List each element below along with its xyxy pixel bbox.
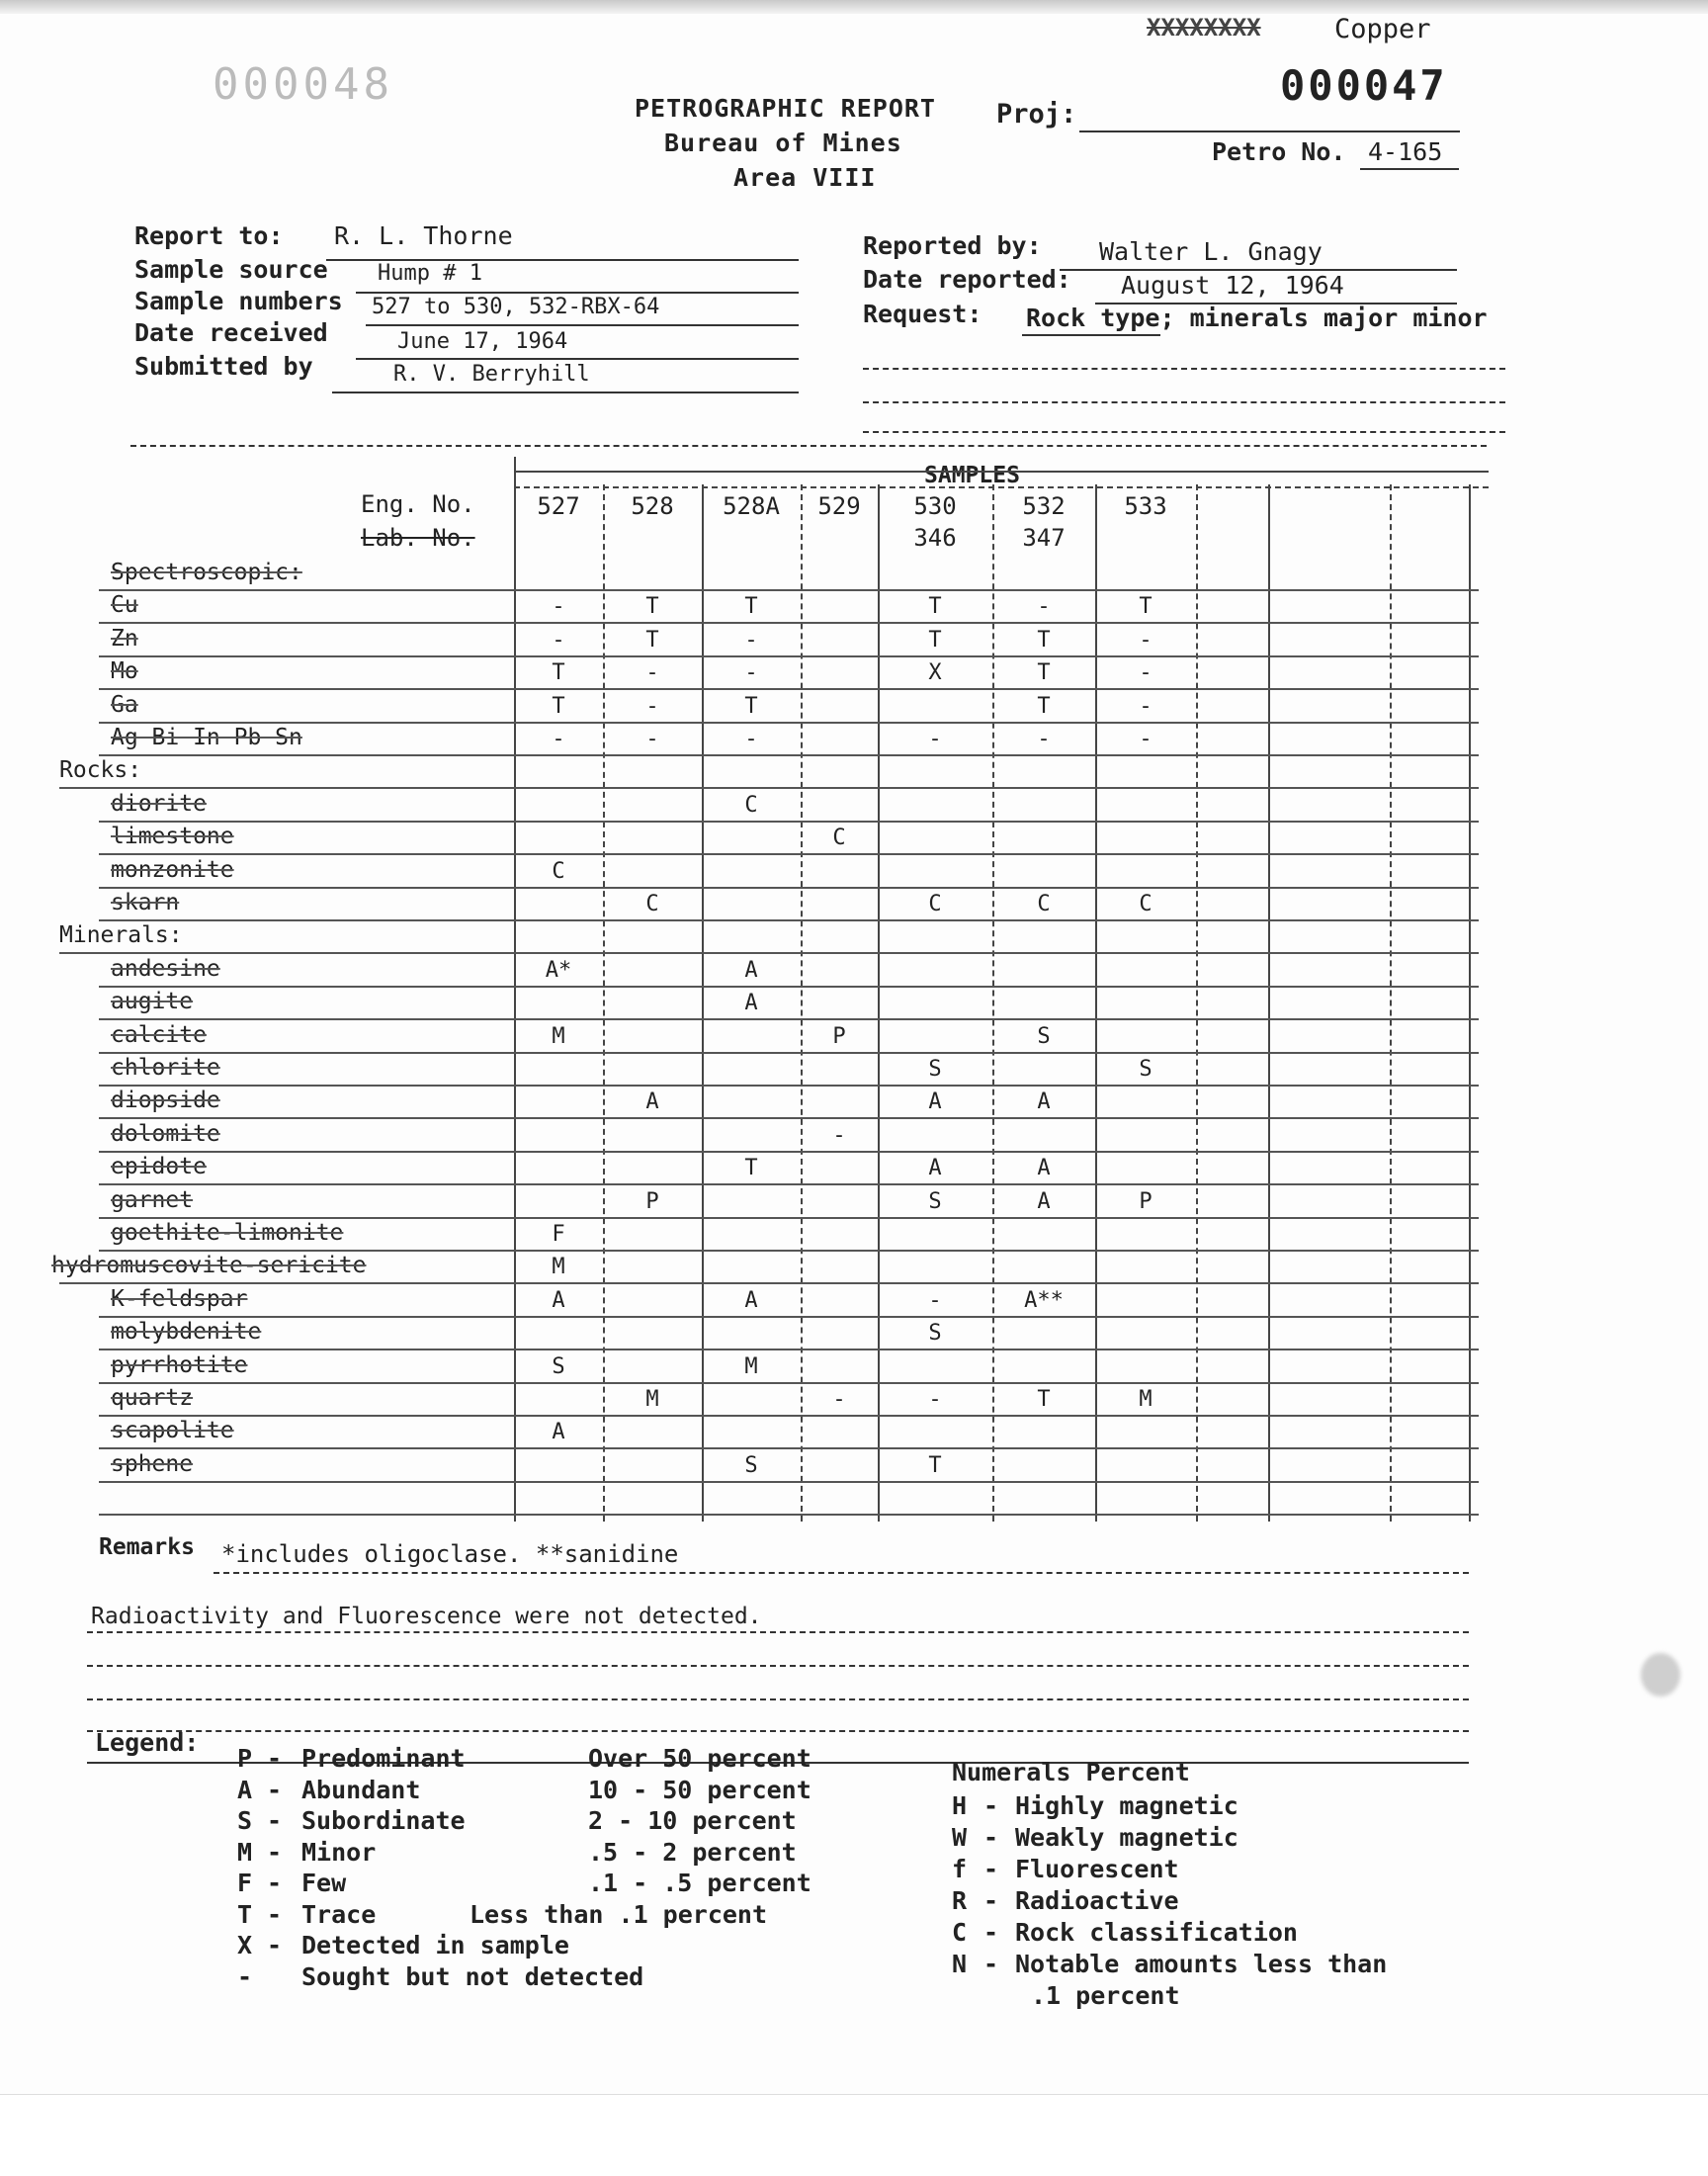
petro-value: 4-165 <box>1368 137 1443 166</box>
legend-desc: Trace <box>301 1899 377 1929</box>
table-cell: - <box>832 1387 846 1412</box>
legend-code: N <box>952 1950 968 1978</box>
table-row-label: Spectroscopic: <box>111 560 302 585</box>
table-column-line <box>1390 484 1392 1522</box>
table-cell: - <box>928 1387 942 1412</box>
legend-desc: Subordinate <box>301 1806 466 1835</box>
table-row-label: quartz <box>111 1385 194 1411</box>
legend-code: f <box>952 1855 968 1883</box>
legend-dash: - <box>267 1775 283 1804</box>
table-cell: T <box>928 594 942 620</box>
table-row-label: Ga <box>111 691 138 718</box>
table-cell: - <box>645 660 659 686</box>
legend-desc: Radioactive <box>1015 1886 1179 1915</box>
table-cell: S <box>744 1452 758 1478</box>
table-cell: - <box>1037 594 1051 620</box>
table-cell: S <box>1037 1023 1051 1049</box>
table-row-label: garnet <box>111 1186 194 1213</box>
legend-dash: - <box>983 1823 999 1852</box>
table-row-line <box>99 853 1479 855</box>
table-cell: M <box>1139 1387 1153 1412</box>
legend-desc: Abundant <box>301 1775 421 1804</box>
samples-header: SAMPLES <box>924 463 1020 488</box>
info-label: Request: <box>863 300 982 328</box>
lab-number: 347 <box>1022 524 1066 552</box>
table-row-line <box>59 952 1479 954</box>
table-cell: C <box>645 892 659 916</box>
table-row-line <box>99 1250 1479 1252</box>
table-row-label: augite <box>111 989 194 1015</box>
report-title: PETROGRAPHIC REPORT <box>635 94 936 123</box>
legend-desc: Fluorescent <box>1015 1855 1179 1883</box>
table-row-label: hydromuscovite-sericite <box>51 1253 367 1279</box>
table-row-line <box>99 1085 1479 1087</box>
legend-range: .5 - 2 percent <box>588 1837 797 1867</box>
legend-code: M <box>237 1837 253 1867</box>
table-row-line <box>99 1018 1479 1020</box>
info-value: June 17, 1964 <box>397 329 568 354</box>
table-cell: T <box>928 1452 942 1478</box>
table-cell: - <box>1139 627 1153 653</box>
legend-dash: - <box>267 1931 283 1959</box>
eng-number: 528 <box>631 492 674 520</box>
request-line <box>863 401 1505 403</box>
info-label: Submitted by <box>134 352 313 381</box>
table-top-line <box>514 471 1489 473</box>
table-cell: S <box>1139 1057 1153 1082</box>
table-cell: A** <box>1024 1287 1064 1313</box>
info-underline <box>1022 334 1160 336</box>
table-cell: - <box>552 627 565 653</box>
report-agency: Bureau of Mines <box>664 129 902 157</box>
table-cell: C <box>1139 892 1153 916</box>
lab-no-label: Lab. No. <box>361 524 475 552</box>
eng-number: 527 <box>537 492 580 520</box>
table-row-label: scapolite <box>111 1418 234 1444</box>
info-underline <box>332 392 799 393</box>
table-cell: - <box>552 594 565 620</box>
legend-desc: Few <box>301 1869 347 1897</box>
info-underline <box>356 292 799 294</box>
table-cell: M <box>552 1023 565 1049</box>
table-cell: T <box>645 627 659 653</box>
table-cell: A <box>744 957 758 983</box>
info-label: Date received <box>134 318 328 347</box>
table-row-line <box>99 1382 1479 1384</box>
table-cell: S <box>928 1321 942 1347</box>
info-label: Date reported: <box>863 265 1071 294</box>
legend-right-cont: .1 percent <box>1031 1981 1180 2010</box>
proj-underline <box>1079 131 1460 132</box>
table-column-line <box>801 484 803 1522</box>
legend-dash: - <box>267 1837 283 1867</box>
table-row-line <box>99 754 1479 756</box>
legend-dash: - <box>983 1886 999 1915</box>
table-row-line <box>99 821 1479 823</box>
table-cell: M <box>552 1255 565 1280</box>
table-row-label: Cu <box>111 592 138 619</box>
table-cell: - <box>744 627 758 653</box>
table-cell: A <box>552 1420 565 1445</box>
legend-range: Over 50 percent <box>588 1744 811 1773</box>
table-row-label: skarn <box>111 890 180 915</box>
legend-desc: Rock classification <box>1015 1918 1298 1947</box>
table-cell: T <box>1139 594 1153 620</box>
table-column-line <box>1469 484 1471 1522</box>
table-cell: A <box>928 1156 942 1181</box>
table-cell: A <box>744 1287 758 1313</box>
table-row-line <box>99 1481 1479 1483</box>
legend-code: F <box>237 1869 253 1897</box>
report-area: Area VIII <box>733 163 877 192</box>
table-cell: T <box>1037 693 1051 719</box>
table-cell: F <box>552 1222 565 1247</box>
table-row-line <box>99 722 1479 724</box>
legend-desc: Notable amounts less than <box>1015 1950 1388 1978</box>
table-cell: - <box>744 727 758 751</box>
table-cell: T <box>744 594 758 620</box>
proj-label: Proj: <box>996 99 1077 130</box>
table-row-line <box>99 1117 1479 1119</box>
table-cell: T <box>1037 627 1051 653</box>
table-row-label: sphene <box>111 1450 194 1477</box>
legend-code: C <box>952 1918 968 1947</box>
table-row-label: monzonite <box>111 856 234 883</box>
legend-right-title: Numerals Percent <box>952 1758 1190 1786</box>
table-row-label: Ag Bi In Pb Sn <box>111 725 302 750</box>
legend-dash: - <box>267 1899 283 1929</box>
legend-dash: - <box>267 1869 283 1897</box>
legend-desc: Detected in sample <box>301 1931 569 1959</box>
request-line <box>863 368 1505 370</box>
table-cell: T <box>744 1156 758 1181</box>
table-column-line <box>1268 484 1270 1522</box>
info-label: Sample numbers <box>134 287 343 315</box>
table-cell: P <box>832 1023 846 1049</box>
table-row-line <box>99 622 1479 624</box>
table-cell: S <box>928 1057 942 1082</box>
remarks-line <box>87 1665 1469 1667</box>
separator-line <box>130 445 1487 447</box>
table-cell: C <box>928 892 942 916</box>
table-cell: - <box>744 660 758 686</box>
table-row-label: goethite-limonite <box>111 1220 344 1246</box>
remarks-label: Remarks <box>99 1534 195 1560</box>
table-cell: - <box>1139 727 1153 751</box>
table-row-line <box>99 1151 1479 1153</box>
legend-dash: - <box>983 1918 999 1947</box>
table-cell: A <box>645 1089 659 1115</box>
legend-code: - <box>237 1961 253 1991</box>
remarks-line <box>87 1631 1469 1633</box>
legend-dash: - <box>983 1791 999 1820</box>
table-cell: - <box>1139 660 1153 686</box>
info-value: Hump # 1 <box>378 261 482 286</box>
legend-desc: Minor <box>301 1837 377 1867</box>
table-row-line <box>99 1514 1479 1516</box>
remarks-line <box>214 1572 1469 1574</box>
legend-desc: Sought but not detected <box>301 1961 644 1991</box>
table-cell: A <box>1037 1089 1051 1115</box>
eng-number: 530 <box>913 492 957 520</box>
document-number: 000047 <box>1280 61 1448 110</box>
table-row-line <box>99 1415 1479 1417</box>
table-cell: T <box>552 693 565 719</box>
ghost-doc-number: 000048 <box>213 59 393 110</box>
eng-number: 533 <box>1124 492 1167 520</box>
legend-code: X <box>237 1931 253 1959</box>
legend-code: R <box>952 1886 968 1915</box>
table-cell: A* <box>545 957 572 983</box>
table-cell: T <box>744 693 758 719</box>
table-cell: M <box>744 1353 758 1379</box>
table-row-label: Rocks: <box>59 757 142 784</box>
table-row-label: K-feldspar <box>111 1285 248 1312</box>
scan-edge-top <box>0 0 1708 14</box>
legend-code: P <box>237 1744 253 1773</box>
scan-smudge <box>1641 1653 1680 1697</box>
info-label: Reported by: <box>863 231 1042 260</box>
table-cell: P <box>645 1188 659 1214</box>
legend-label: Legend: <box>95 1728 200 1757</box>
petro-underline <box>1360 168 1459 170</box>
table-cell: - <box>645 727 659 751</box>
table-row-line <box>99 986 1479 988</box>
table-cell: C <box>832 826 846 851</box>
table-cell: - <box>552 727 565 751</box>
table-row-line <box>59 787 1479 789</box>
eng-number: 528A <box>723 492 780 520</box>
table-row-label: Mo <box>111 658 138 685</box>
table-cell: T <box>928 627 942 653</box>
table-row-label: epidote <box>111 1154 207 1180</box>
info-underline <box>356 358 799 360</box>
table-row-line <box>99 919 1479 921</box>
legend-code: H <box>952 1791 968 1820</box>
table-cell: - <box>645 693 659 719</box>
legend-desc: Weakly magnetic <box>1015 1823 1238 1852</box>
table-row-label: Minerals: <box>59 922 183 949</box>
remarks-line-2: Radioactivity and Fluorescence were not detected. <box>91 1604 762 1629</box>
table-column-line <box>1196 484 1198 1522</box>
table-row-label: Zn <box>111 625 138 652</box>
table-cell: C <box>744 792 758 818</box>
scan-edge-bottom <box>0 2094 1708 2176</box>
eng-number: 529 <box>817 492 861 520</box>
table-row-line <box>99 688 1479 690</box>
legend-range: 10 - 50 percent <box>588 1775 811 1804</box>
info-underline <box>366 324 799 326</box>
info-value: R. V. Berryhill <box>393 362 590 387</box>
table-cell: S <box>552 1353 565 1379</box>
table-row-line <box>99 655 1479 657</box>
table-row-line <box>99 1052 1479 1054</box>
legend-code: T <box>237 1899 253 1929</box>
legend-desc: Predominant <box>301 1744 466 1773</box>
info-value: R. L. Thorne <box>334 221 513 250</box>
table-cell: A <box>744 991 758 1016</box>
info-value: August 12, 1964 <box>1121 271 1344 300</box>
table-cell: P <box>1139 1188 1153 1214</box>
table-cell: C <box>1037 892 1051 916</box>
table-row-line <box>99 1447 1479 1449</box>
legend-code: W <box>952 1823 968 1852</box>
table-row-line <box>99 589 1479 591</box>
remarks-line <box>87 1698 1469 1700</box>
table-cell: T <box>1037 1387 1051 1412</box>
table-cell: C <box>552 858 565 884</box>
table-row-line <box>59 1282 1479 1284</box>
table-cell: T <box>645 594 659 620</box>
table-row-label: andesine <box>111 955 220 982</box>
table-cell: S <box>928 1188 942 1214</box>
table-cell: - <box>1139 693 1153 719</box>
table-cell: A <box>1037 1188 1051 1214</box>
table-row-label: dolomite <box>111 1120 220 1147</box>
table-row-label: diorite <box>111 790 207 817</box>
strikeout-label: XXXXXXXX <box>1147 14 1261 42</box>
legend-range: 2 - 10 percent <box>588 1806 797 1835</box>
table-row-label: molybdenite <box>111 1319 262 1346</box>
table-row-label: chlorite <box>111 1055 220 1081</box>
table-row-label: limestone <box>111 824 234 850</box>
table-cell: X <box>928 660 942 686</box>
table-cell: T <box>1037 660 1051 686</box>
table-cell: M <box>645 1387 659 1412</box>
remarks-line <box>87 1730 1469 1732</box>
petro-label: Petro No. <box>1212 137 1346 166</box>
legend-range: .1 - .5 percent <box>588 1869 811 1897</box>
table-cell: A <box>1037 1156 1051 1181</box>
legend-range: Less than .1 percent <box>470 1899 768 1929</box>
table-row-line <box>99 1183 1479 1185</box>
table-row-line <box>99 1217 1479 1219</box>
legend-code: S <box>237 1806 253 1835</box>
info-value: 527 to 530, 532-RBX-64 <box>372 295 660 319</box>
table-cell: T <box>552 660 565 686</box>
table-row-line <box>99 1349 1479 1350</box>
table-row-line <box>99 887 1479 889</box>
legend-dash: - <box>267 1806 283 1835</box>
legend-desc: Highly magnetic <box>1015 1791 1238 1820</box>
eng-no-label: Eng. No. <box>361 490 475 518</box>
table-cell: A <box>928 1089 942 1115</box>
commodity-label: Copper <box>1334 14 1431 44</box>
table-row-label: pyrrhotite <box>111 1351 248 1378</box>
table-row-label: diopside <box>111 1088 220 1114</box>
table-row-line <box>99 1316 1479 1318</box>
legend-dash: - <box>983 1855 999 1883</box>
info-value: Rock type; minerals major minor <box>1026 304 1488 332</box>
eng-number: 532 <box>1022 492 1066 520</box>
table-cell: - <box>832 1122 846 1148</box>
table-row-label: calcite <box>111 1021 207 1048</box>
table-header-line <box>514 486 1489 488</box>
table-cell: A <box>552 1287 565 1313</box>
table-cell: - <box>928 1287 942 1313</box>
info-label: Sample source <box>134 255 328 284</box>
legend-code: A <box>237 1775 253 1804</box>
remarks-line-1: *includes oligoclase. **sanidine <box>221 1540 679 1568</box>
info-label: Report to: <box>134 221 284 250</box>
legend-dash: - <box>267 1744 283 1773</box>
table-cell: - <box>1037 727 1051 751</box>
request-line <box>863 431 1505 433</box>
info-value: Walter L. Gnagy <box>1099 237 1323 266</box>
table-cell: - <box>928 727 942 751</box>
lab-number: 346 <box>913 524 957 552</box>
legend-dash: - <box>983 1950 999 1978</box>
